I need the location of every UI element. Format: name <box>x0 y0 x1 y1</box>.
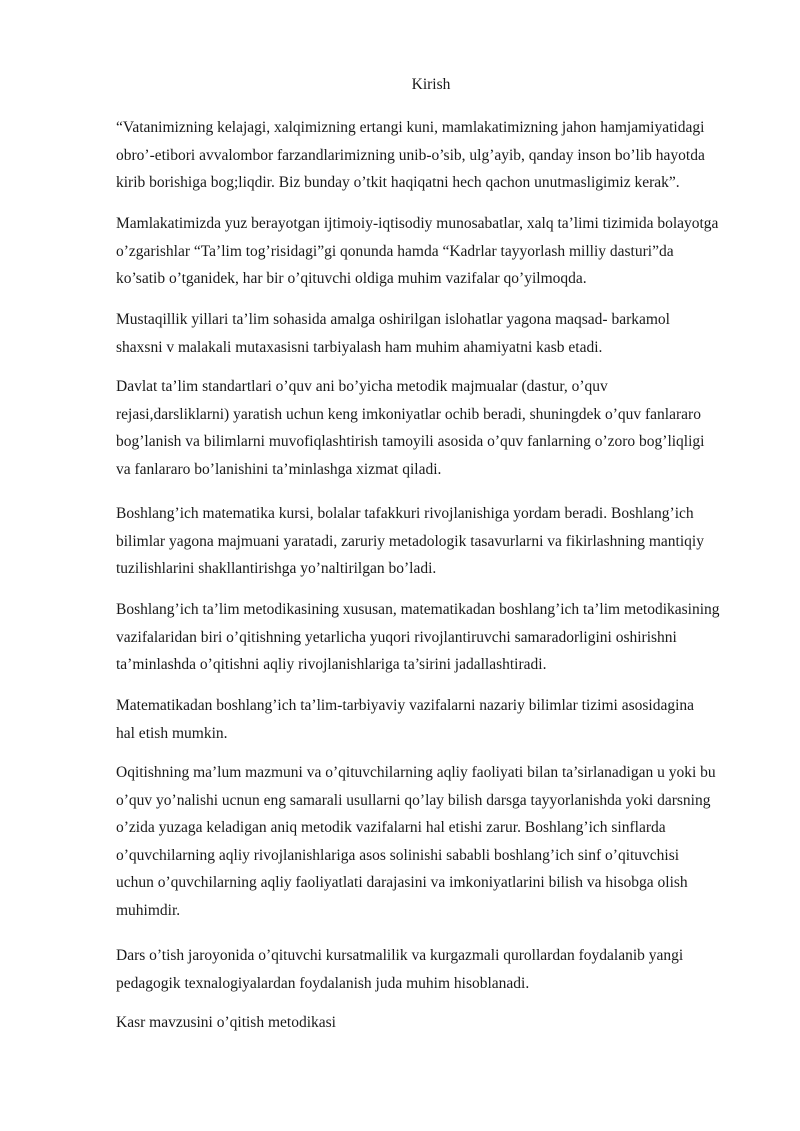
paragraph-2 <box>116 210 746 293</box>
text-line: shaxsni v malakali mutaxasisni tarbiyalash ham muhim ahamiyatni kasb etadi. <box>116 338 603 356</box>
paragraph-3 <box>116 306 746 361</box>
text-line: pedagogik texnalogiyalardan foydalanish juda muhim hisoblanadi. <box>116 974 530 992</box>
text-line: Mustaqillik yillari ta’lim sohasida amalga oshirilgan islohatlar yagona maqsad- barkamol <box>116 311 670 328</box>
text-line: rejasi,darsliklarni) yaratish uchun keng imkoniyatlar ochib beradi, shuningdek o’quv fanlararo <box>116 405 701 423</box>
text-line: obro’-etibori avvalombor farzandlarimizning unib-o’sib, ulg’ayib, qanday inson bo’lib hayotda <box>116 146 705 164</box>
text-line: muhimdir. <box>116 901 181 919</box>
section-heading <box>116 1009 746 1037</box>
text-line: o’zida yuzaga keladigan aniq metodik vazifalarni hal etishi zarur. Boshlang’ich sinflarda <box>116 819 666 836</box>
text-line: uchun o’quvchilarning aqliy faoliyatlati darajasini va imkoniyatlarini bilish va hisobga olish <box>116 874 688 891</box>
paragraph-4 <box>116 373 746 483</box>
text-line: kirib borishiga bog;liqdir. Biz bunday o’tkit haqiqatni hech qachon unutmasligimiz kerak”. <box>116 174 680 191</box>
text-line: o’quv yo’nalishi ucnun eng samarali usullarni qo’lay bilish darsga tayyorlanishda yoki darsning <box>116 791 711 809</box>
text-line: ko’satib o’tganidek, har bir o’qituvchi oldiga muhim vazifalar qo’yilmoqda. <box>116 270 587 287</box>
text-line: Boshlang’ich matematika kursi, bolalar tafakkuri rivojlanishiga yordam beradi. Boshlang’ich <box>116 505 694 522</box>
text-line: Boshlang’ich ta’lim metodikasining xususan, matematikadan boshlang’ich ta’lim metodikasining <box>116 601 720 618</box>
text-line: vazifalaridan biri o’qitishning yetarlicha yuqori rivojlantiruvchi samaradorligini oshirishni <box>116 628 677 646</box>
paragraph-1 <box>116 114 746 197</box>
document-title: Kirish <box>411 76 451 93</box>
text-line: Mamlakatimizda yuz berayotgan ijtimoiy-iqtisodiy munosabatlar, xalq ta’limi tizimida bolayotga <box>116 215 719 232</box>
text-line: va fanlararo bo’lanishini ta’minlashga xizmat qiladi. <box>116 460 442 478</box>
text-line: Davlat ta’lim standartlari o’quv ani bo’yicha metodik majmualar (dastur, o’quv <box>116 378 608 395</box>
paragraph-7 <box>116 692 746 747</box>
text-line: o’quvchilarning aqliy rivojlanishlariga asos solinishi sababli boshlang’ich sinf o’qituvchisi <box>116 846 680 864</box>
paragraph-9 <box>116 942 746 997</box>
text-line: Matematikadan boshlang’ich ta’lim-tarbiyaviy vazifalarni nazariy bilimlar tizimi asosidagina <box>116 697 695 714</box>
text-line: tuzilishlarini shakllantirishga yo’naltirilgan bo’ladi. <box>116 560 437 577</box>
text-line: o’zgarishlar “Ta’lim tog’risidagi”gi qonunda hamda “Kadrlar tayyorlash milliy dasturi”da <box>116 242 674 260</box>
text-line: bog’lanish va bilimlarni muvofiqlashtirish tamoyili asosida o’quv fanlarning o’zoro bog’liqligi <box>116 433 705 450</box>
text-line: hal etish mumkin. <box>116 724 228 742</box>
text-line: “Vatanimizning kelajagi, xalqimizning ertangi kuni, mamlakatimizning jahon hamjamiyatidagi <box>116 119 705 136</box>
text-line: Dars o’tish jaroyonida o’qituvchi kursatmalilik va kurgazmali qurollardan foydalanib yangi <box>116 947 684 964</box>
text-line: bilimlar yagona majmuani yaratadi, zaruriy metadologik tasavurlarni va fikirlashning mantiqiy <box>116 532 704 550</box>
paragraph-6 <box>116 596 746 679</box>
paragraph-5 <box>116 500 746 583</box>
paragraph-8 <box>116 759 746 924</box>
text-line: Kasr mavzusini o’qitish metodikasi <box>116 1014 336 1031</box>
text-line: Oqitishning ma’lum mazmuni va o’qituvchilarning aqliy faoliyati bilan ta’sirlanadigan u yoki bu <box>116 764 716 781</box>
text-line: ta’minlashda o’qitishni aqliy rivojlanishlariga ta’sirini jadallashtiradi. <box>116 656 547 673</box>
